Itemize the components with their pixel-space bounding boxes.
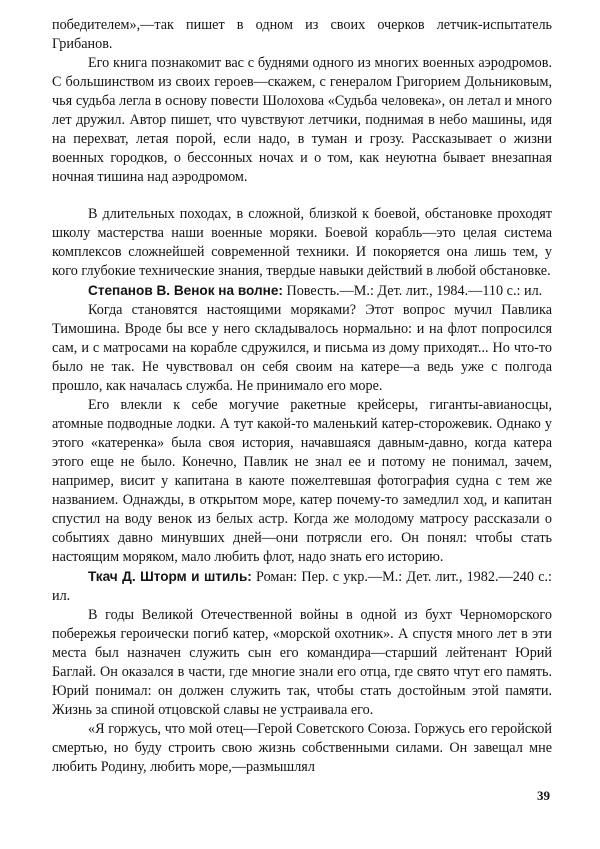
page-number: 39 [537, 788, 550, 803]
book-entry-stepanov-title: Степанов В. Венок на волне: [88, 283, 283, 298]
book-page [52, 16, 552, 777]
paragraph-pavlik-story: Его влекли к себе могучие ракетные крейсеры, гиганты-авианосцы, атомные подводные лодки. А тут какой-то маленький катер-сторожевик. Однако у этого «катеренка» была своя история, начавшаяся давным-давно, когда катера этого еще не было. Конечно, Павлик не знал ее и потому не понимал, зачем, например, висит у капитана в каюте пожелтевшая фотография судна с тем же названием. Однажды, в открытом море, катер почему-то замедлил ход, и капитан спустил на воду венок из белых астр. Когда же молодому матросу рассказали о событиях давно минувших дней—они потрясли его. Он понял: чтобы стать настоящим моряком, мало любить флот, надо знать его историю. [52, 397, 552, 565]
paragraph-navy-intro: В длительных походах, в сложной, близкой к боевой, обстановке проходят школу мастерства наши военные моряки. Боевой корабль—это целая система комплексов сложнейшей современной техники. И покоряется она лишь тем, у кого глубокие технические знания, твердые навыки действий в любой обстановке. [52, 206, 552, 279]
paragraph-baglai-quote: «Я горжусь, что мой отец—Герой Советского Союза. Горжусь его геройской смертью, но буду строить свою жизнь собственными силами. Он завещал мне любить Родину, любить море,—размышлял [52, 721, 552, 775]
book-entry-tkach-info: Роман: Пер. с укр.—М.: Дет. лит., 1982.—240 с.: ил. [52, 569, 552, 604]
paragraph-aerodrome-book: Его книга познакомит вас с буднями одного из многих военных аэродромов. С большинством из своих героев—скажем, с генералом Григорием Дольниковым, чья судьба легла в основу повести Шолохова «Судьба человека», он летал и много лет дружил. Автор пишет, что чувствуют летчики, поднимая в небо машины, идя на перехват, летая порой, если надо, в туман и грозу. Рассказывает о жизни военных городков, о бессонных ночах и о том, как неуютна бывает внезапная ночная тишина над аэродромом. [52, 55, 552, 185]
book-entry-tkach [52, 567, 552, 606]
paragraph-pavlik-question: Когда становятся настоящими моряками? Этот вопрос мучил Павлика Тимошина. Вроде бы все у него складывалось нормально: и на флот попросился сам, и с матросами на корабле сдружился, и письма из дому приходят... Но что-то было не так. Не чувствовал он себя своим на катере—а ведь уже с полгода прошло, как началась служба. Не принимало его море. [52, 302, 552, 394]
book-entry-tkach-title: Ткач Д. Шторм и штиль: [88, 569, 252, 584]
paragraph-baglai-story: В годы Великой Отечественной войны в одной из бухт Черноморского побережья героически погиб катер, «морской охотник». А спустя много лет в эти места был назначен служить сын его командира—старший лейтенант Юрий Баглай. Он оказался в части, где многие знали его отца, где свято чтут его память. Юрий понимал: он должен служить так, чтобы стать достойным этой памяти. Жизнь за спиной отцовской славы не устраивала его. [52, 607, 552, 718]
book-entry-stepanov [52, 281, 552, 301]
paragraph-intro-end: победителем»,—так пишет в одном из своих очерков летчик-испытатель Грибанов. [52, 17, 552, 52]
book-entry-stepanov-info: Повесть.—М.: Дет. лит., 1984.—110 с.: ил. [282, 283, 543, 299]
